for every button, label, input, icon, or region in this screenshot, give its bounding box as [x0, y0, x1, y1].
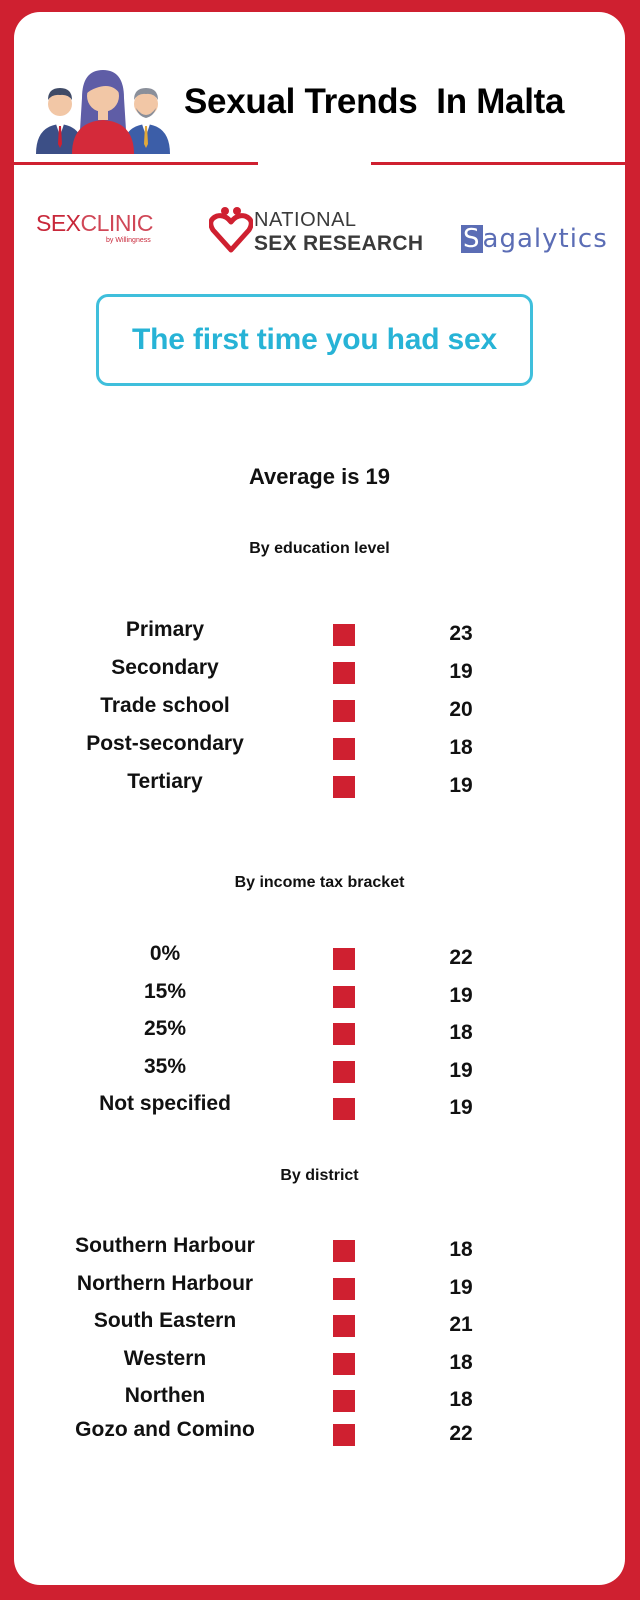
sagalytics-logo-s: S [463, 224, 481, 254]
red-square-marker [333, 776, 355, 798]
stat-label: Tertiary [127, 770, 203, 793]
sagalytics-logo-rest: agalytics [482, 224, 608, 254]
stat-row [14, 770, 625, 806]
red-square-marker [333, 1424, 355, 1446]
stat-row [14, 1309, 625, 1345]
stat-value: 18 [449, 1388, 473, 1411]
average-value: Average is 19 [248, 464, 391, 489]
red-square-marker [333, 948, 355, 970]
red-square-marker [333, 1098, 355, 1120]
stat-value: 23 [449, 622, 473, 645]
stat-value: 18 [449, 1238, 473, 1261]
stat-row [14, 1384, 625, 1420]
stat-value: 21 [449, 1313, 473, 1336]
stat-value: 18 [449, 1351, 473, 1374]
red-square-marker [333, 986, 355, 1008]
headline-text: The first time you had sex [132, 323, 497, 356]
sexclinic-logo-sex: SEX [36, 210, 81, 236]
stat-label: Post-secondary [86, 732, 244, 755]
headline-box [96, 294, 533, 386]
stat-row [14, 694, 625, 730]
red-square-marker [333, 624, 355, 646]
sexclinic-logo-clinic: CLINIC [80, 210, 153, 236]
stat-row [14, 1092, 625, 1128]
stat-value: 19 [449, 660, 473, 683]
stat-row [14, 942, 625, 978]
stat-row [14, 1017, 625, 1053]
stat-value: 22 [449, 946, 473, 969]
sexclinic-logo-subtitle: by Willingness [106, 237, 151, 244]
red-square-marker [333, 1390, 355, 1412]
stat-label: Secondary [111, 656, 219, 679]
stat-value: 19 [449, 984, 473, 1007]
red-square-marker [333, 1061, 355, 1083]
stat-label: Trade school [100, 694, 230, 717]
stat-row [14, 980, 625, 1016]
red-square-marker [333, 662, 355, 684]
stat-label: 0% [149, 942, 181, 965]
divider-right [371, 162, 625, 165]
stat-row [14, 1234, 625, 1270]
divider-left [14, 162, 258, 165]
section-title: By income tax bracket [234, 874, 405, 891]
red-square-marker [333, 1278, 355, 1300]
stat-row [14, 618, 625, 654]
red-square-marker [333, 1353, 355, 1375]
nsr-logo-line2: SEX RESEARCH [254, 232, 424, 255]
stat-label: Gozo and Comino [75, 1418, 255, 1441]
stat-label: South Eastern [93, 1309, 237, 1332]
infographic-card [14, 12, 625, 1585]
stat-row [14, 1347, 625, 1383]
stat-value: 19 [449, 1276, 473, 1299]
stat-value: 18 [449, 1021, 473, 1044]
stat-value: 22 [449, 1422, 473, 1445]
stat-value: 20 [449, 698, 473, 721]
stat-label: 25% [143, 1017, 187, 1040]
red-square-marker [333, 1315, 355, 1337]
sagalytics-logo [461, 224, 608, 254]
stat-label: Not specified [99, 1092, 231, 1115]
red-square-marker [333, 1023, 355, 1045]
stat-row [14, 1272, 625, 1308]
stat-value: 19 [449, 1059, 473, 1082]
people-group-icon [34, 64, 172, 154]
stat-label: Western [123, 1347, 207, 1370]
stat-row [14, 732, 625, 768]
red-square-marker [333, 1240, 355, 1262]
sexclinic-logo [36, 210, 166, 260]
stat-label: 15% [143, 980, 187, 1003]
page-title: Sexual Trends In Malta [184, 82, 565, 121]
red-square-marker [333, 738, 355, 760]
nsr-logo-line1: NATIONAL [254, 209, 357, 231]
stat-label: Northern Harbour [76, 1272, 254, 1295]
section-title: By district [280, 1167, 359, 1184]
national-sex-research-logo [209, 206, 439, 266]
stat-row [14, 1418, 625, 1454]
stat-label: Northen [124, 1384, 206, 1407]
stat-label: Southern Harbour [75, 1234, 255, 1257]
heart-logo-icon [209, 206, 253, 254]
stat-label: 35% [143, 1055, 187, 1078]
stat-value: 18 [449, 736, 473, 759]
red-square-marker [333, 700, 355, 722]
stat-row [14, 1055, 625, 1091]
stat-row [14, 656, 625, 692]
section-title: By education level [249, 540, 390, 557]
stat-value: 19 [449, 1096, 473, 1119]
stat-value: 19 [449, 774, 473, 797]
stat-label: Primary [125, 618, 205, 641]
